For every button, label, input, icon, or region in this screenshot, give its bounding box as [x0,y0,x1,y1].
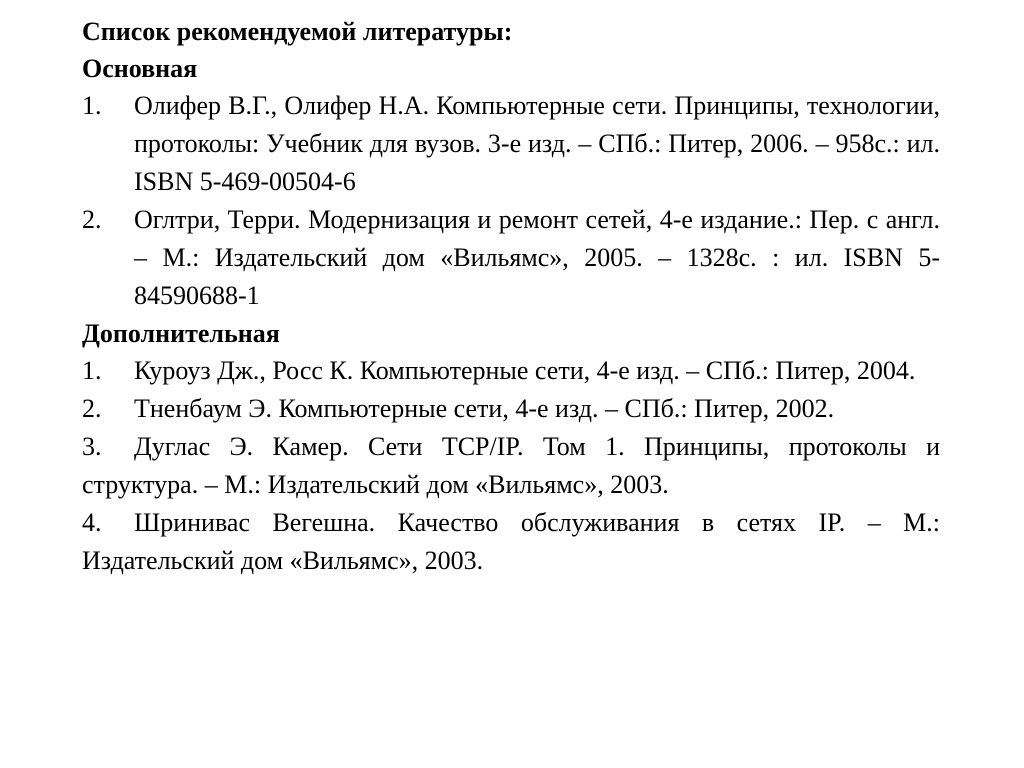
item-number: 2. [82,205,102,234]
item-text: Шринивас Вегешна. Качество обслуживания в сетях IP. – М.: Издательский дом «Вильямс», 2003. [82,508,940,575]
additional-section-heading: Дополнительная [82,319,280,348]
item-number: 1. [82,356,102,385]
additional-list-item [82,504,940,580]
item-text: Оглтри, Терри. Модернизация и ремонт сетей, 4-е издание.: Пер. с англ. – М.: Издательский дом «Вильямс», 2005. – 1328с. : ил. ISBN 5-84590688-1 [134,205,940,310]
main-section-heading: Основная [82,54,198,83]
additional-list-item [82,352,940,390]
item-text: Тненбаум Э. Компьютерные сети, 4-е изд. – СПб.: Питер, 2002. [134,394,835,423]
additional-literature-list [82,352,940,580]
main-list-item [82,87,940,201]
item-number: 3. [82,432,102,461]
additional-list-item [82,428,940,504]
item-number: 4. [82,508,102,537]
item-number: 1. [82,91,102,120]
item-text: Олифер В.Г., Олифер Н.А. Компьютерные сети. Принципы, технологии, протоколы: Учебник для вузов. 3-е изд. – СПб.: Питер, 2006. – 958с.: ил. ISBN 5-469-00504-6 [134,91,940,196]
item-text: Дуглас Э. Камер. Сети TCP/IP. Том 1. Принципы, протоколы и структура. – М.: Издательский дом «Вильямс», 2003. [82,432,940,499]
main-list-item [82,201,940,315]
document-title: Список рекомендуемой литературы: [82,17,513,46]
additional-list-item [82,390,940,428]
item-number: 2. [82,394,102,423]
item-text: Куроуз Дж., Росс К. Компьютерные сети, 4-е изд. – СПб.: Питер, 2004. [134,356,916,385]
main-literature-list [82,87,940,315]
